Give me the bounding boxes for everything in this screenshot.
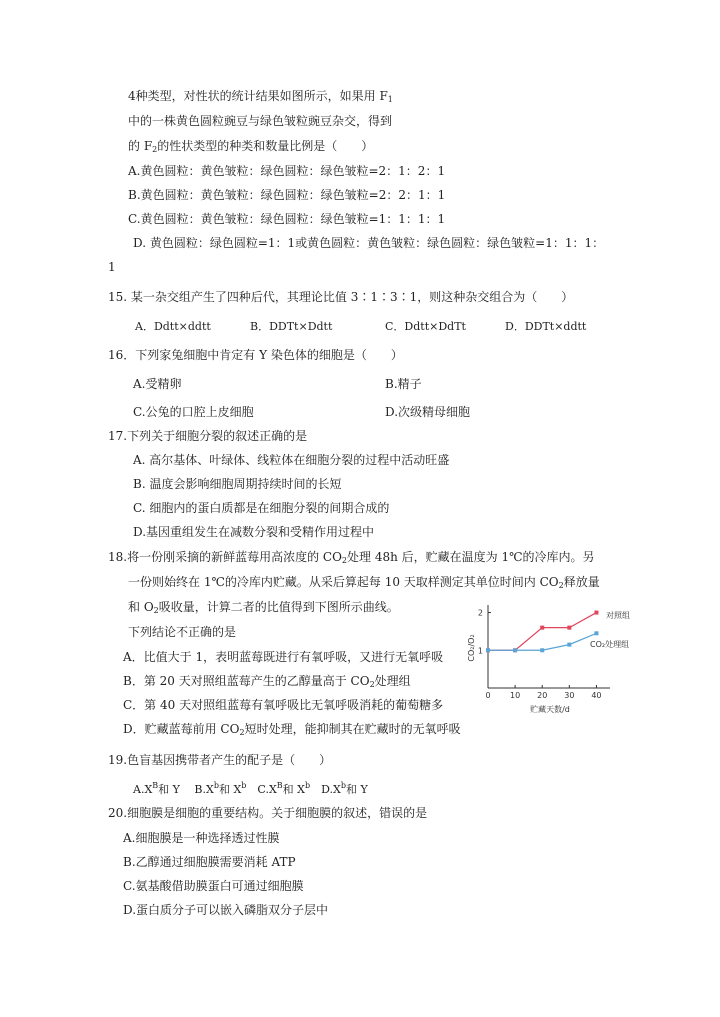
x-tick-label: 30 (564, 691, 575, 700)
series-point-0 (567, 626, 571, 630)
q18-option-a: A．比值大于 1，表明蓝莓既进行有氧呼吸，又进行无氧呼吸 (123, 650, 444, 664)
q18-option-d: D．贮藏蓝莓前用 $CO_2$短时处理，能抑制其在贮藏时的无氧呼吸 (123, 722, 461, 737)
series-point-1 (486, 648, 490, 652)
q16-option-c: C.公兔的口腔上皮细胞 (133, 405, 254, 419)
q17-option-d: D.基因重组发生在减数分裂和受精作用过程中 (133, 525, 375, 539)
q15-option-a: A．Ddtt×ddtt (135, 320, 211, 333)
series-line-1 (488, 633, 596, 650)
q18-option-b: B．第 20 天对照组蓝莓产生的乙醇量高于 $CO_2$处理组 (123, 674, 411, 689)
series-point-1 (567, 643, 571, 647)
y-tick-label: 1 (477, 646, 483, 656)
q20-stem: 20.细胞膜是细胞的重要结构。关于细胞膜的叙述，错误的是 (108, 806, 428, 820)
q16-option-b: B.精子 (385, 377, 422, 391)
y-tick-label: 2 (477, 608, 483, 618)
q16-stem: 16．下列家兔细胞中肯定有 Y 染色体的细胞是（ ） (108, 348, 403, 362)
q14-stem-line3: 的 $F_2$的性状类型的种类和数量比例是（ ） (128, 139, 374, 154)
q16-option-a: A.受精卵 (133, 377, 182, 391)
q16-option-d: D.次级精母细胞 (385, 405, 471, 419)
q20-option-a: A.细胞膜是一种选择透过性膜 (123, 831, 280, 845)
x-axis-label: 贮藏天数/d (530, 705, 570, 714)
q15-option-b: B．DDTt×Ddtt (250, 320, 333, 333)
series-point-1 (513, 648, 517, 652)
x-tick-label: 10 (510, 691, 521, 700)
q14-option-a: A.黄色圆粒：黄色皱粒：绿色圆粒：绿色皱粒=2：1：2：1 (128, 164, 446, 178)
series-point-1 (540, 648, 544, 652)
series-point-1 (594, 631, 598, 635)
series-label-co2: CO₂处理组 (590, 640, 630, 649)
y-axis-label: CO₂/O₂ (467, 634, 476, 662)
x-tick-label: 40 (591, 691, 602, 700)
q20-option-c: C.氨基酸借助膜蛋白可通过细胞膜 (123, 879, 304, 893)
x-tick-label: 0 (485, 691, 491, 700)
q17-stem: 17.下列关于细胞分裂的叙述正确的是 (108, 429, 308, 443)
series-label-control: 对照组 (606, 611, 630, 620)
q14-stem-line2: 中的一株黄色圆粒豌豆与绿色皱粒豌豆杂交，得到 (128, 114, 393, 128)
q19-stem: 19.色盲基因携带者产生的配子是（ ） (108, 753, 332, 767)
series-point-0 (540, 626, 544, 630)
respiration-ratio-chart (460, 600, 630, 725)
q15-option-d: D．DDTt×ddtt (505, 320, 587, 333)
q18-stem-line3: 和 $O_2$吸收量，计算二者的比值得到下图所示曲线。 (128, 600, 399, 615)
q14-option-b: B.黄色圆粒：黄色皱粒：绿色圆粒：绿色皱粒=2：2：1：1 (128, 188, 446, 202)
q20-option-d: D.蛋白质分子可以嵌入磷脂双分子层中 (123, 903, 329, 917)
q15-option-c: C．Ddtt×DdTt (385, 320, 466, 333)
q18-stem-line1: 18.将一份刚采摘的新鲜蓝莓用高浓度的 $CO_2$处理 48h 后，贮藏在温度为 1℃的冷库内。另 (108, 550, 595, 565)
q14-option-d-continued: 1 (108, 260, 116, 274)
series-point-0 (594, 611, 598, 615)
q14-option-c: C.黄色圆粒：黄色皱粒：绿色圆粒：绿色皱粒=1：1：1：1 (128, 212, 446, 226)
q18-stem-line2: 一份则始终在 1℃的冷库内贮藏。从采后算起每 10 天取样测定其单位时间内 $CO_2$释放量 (128, 575, 600, 590)
q14-option-d: D. 黄色圆粒：绿色圆粒=1：1或黄色圆粒：黄色皱粒：绿色圆粒：绿色皱粒=1：1：1： (133, 236, 605, 250)
q14-stem-line1: 4种类型，对性状的统计结果如图所示，如果用 $F_1$ (128, 89, 393, 104)
q17-option-c: C. 细胞内的蛋白质都是在细胞分裂的间期合成的 (133, 501, 390, 515)
q17-option-b: B. 温度会影响细胞周期持续时间的长短 (133, 477, 342, 491)
q18-stem-line4: 下列结论不正确的是 (128, 625, 237, 639)
q18-option-c: C．第 40 天对照组蓝莓有氧呼吸比无氧呼吸消耗的葡萄糖多 (123, 698, 444, 712)
q20-option-b: B.乙醇通过细胞膜需要消耗 ATP (123, 855, 296, 869)
q15-stem: 15. 某一杂交组产生了四种后代，其理论比值 3∶1∶3∶1，则这种杂交组合为（ ） (108, 290, 574, 304)
series-line-0 (488, 613, 596, 651)
x-tick-label: 20 (537, 691, 548, 700)
q19-options: $A.X^B$和 Y $B.X^b$和 $X^b$ $C.X^B$和 $X^b$ $D.X^b$和 Y (133, 781, 368, 796)
q17-option-a: A. 高尔基体、叶绿体、线粒体在细胞分裂的过程中活动旺盛 (133, 453, 450, 467)
